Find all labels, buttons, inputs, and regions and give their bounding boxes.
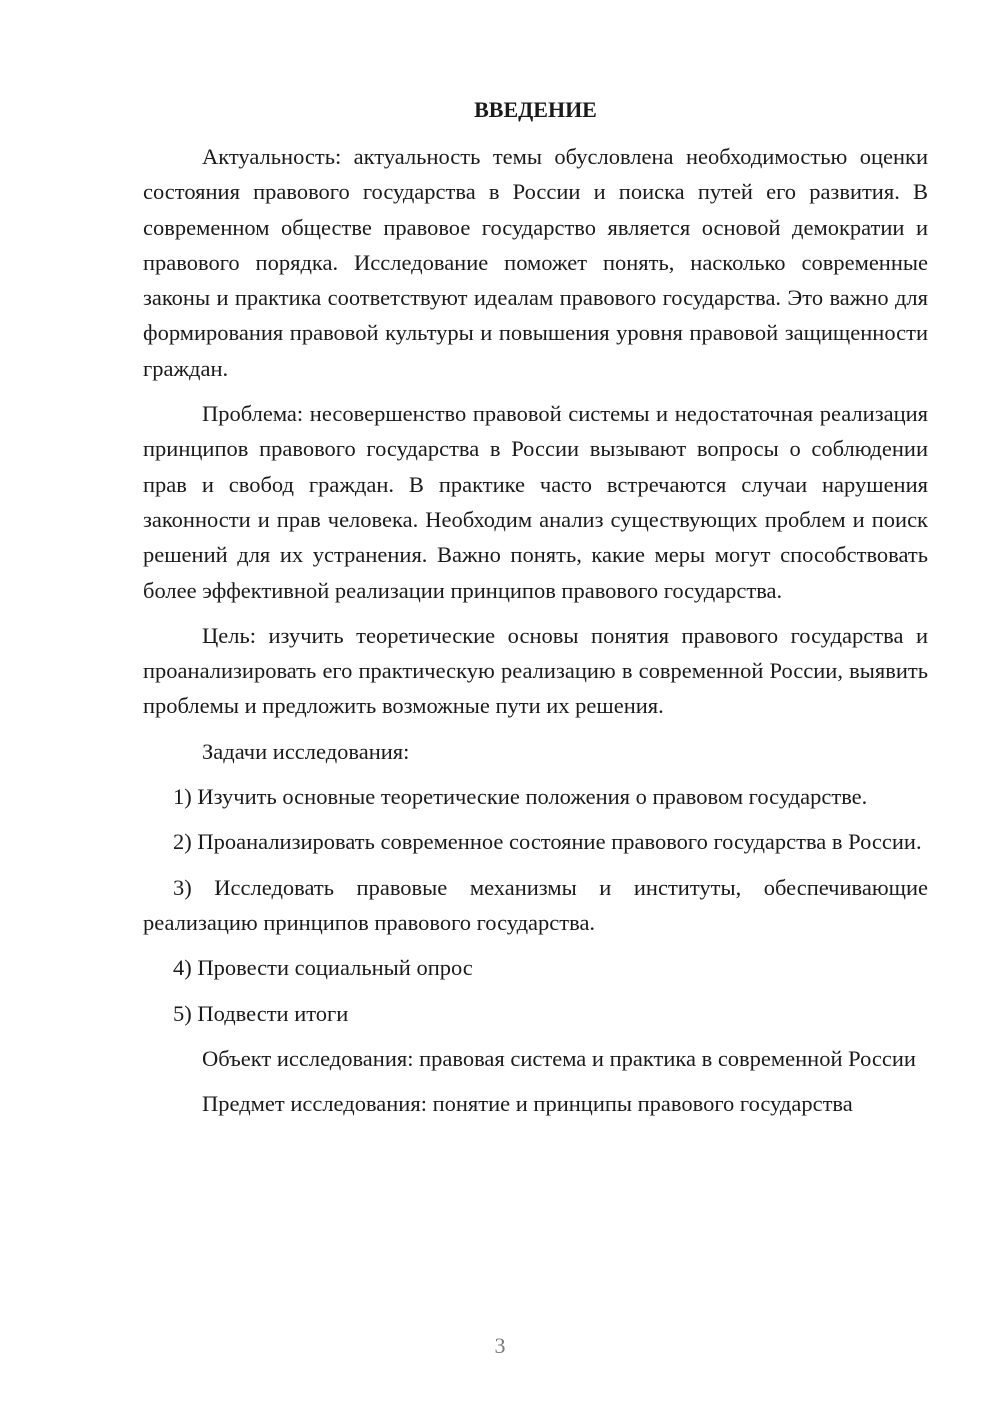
task-item: 3) Исследовать правовые механизмы и институты, обеспечивающие реализацию принципов правового государства. bbox=[143, 874, 928, 935]
tasks-heading: Задачи исследования: bbox=[202, 738, 410, 764]
page-title: ВВЕДЕНИЕ bbox=[474, 97, 597, 122]
task-item: 4) Провести социальный опрос bbox=[173, 955, 473, 981]
paragraph-goal: Цель: изучить теоретические основы понятия правового государства и проанализировать его практическую реализацию в современной России, выявить проблемы и предложить возможные пути их решения. bbox=[143, 622, 928, 719]
task-item: 2) Проанализировать современное состояние правового государства в России. bbox=[173, 829, 922, 855]
paragraph-object: Объект исследования: правовая система и практика в современной России bbox=[202, 1045, 916, 1071]
paragraph-problem: Проблема: несовершенство правовой системы и недостаточная реализация принципов правового государства в России вызывают вопросы о соблюдении прав и свобод граждан. В практике часто встречаются случаи нарушения законности и прав человека. Необходим анализ существующих проблем и поиск решений для их устранения. Важно понять, какие меры могут способствовать более эффективной реализации принципов правового государства. bbox=[143, 401, 928, 603]
task-item: 1) Изучить основные теоретические положения о правовом государстве. bbox=[173, 784, 868, 810]
paragraph-relevance: Актуальность: актуальность темы обусловлена необходимостью оценки состояния правового государства в России и поиска путей его развития. В современном обществе правовое государство является основой демократии и правового порядка. Исследование поможет понять, насколько современные законы и практика соответствуют идеалам правового государства. Это важно для формирования правовой культуры и повышения уровня правовой защищенности граждан. bbox=[143, 144, 928, 381]
document-page bbox=[143, 92, 928, 1131]
page-number: 3 bbox=[494, 1333, 506, 1358]
paragraph-subject: Предмет исследования: понятие и принципы правового государства bbox=[202, 1091, 853, 1117]
task-item: 5) Подвести итоги bbox=[173, 1000, 349, 1026]
